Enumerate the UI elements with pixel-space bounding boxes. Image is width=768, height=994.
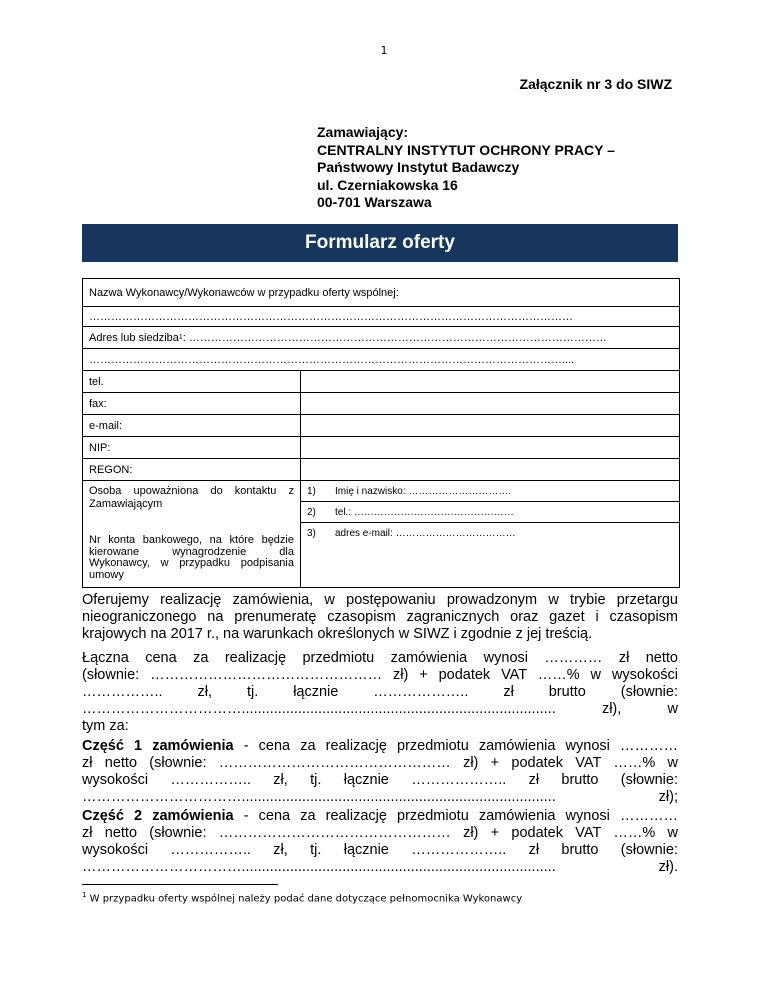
buyer-street: ul. Czerniakowska 16 [317,176,458,193]
contact-name-item[interactable] [301,481,679,502]
contact-tel-text: tel.: ………………………………………… [335,506,514,518]
part2-title: Część 2 zamówienia [82,808,234,824]
part1-line: …………………………….............................................................................. zł); [82,789,678,805]
offer-paragraph [82,592,678,643]
buyer-city: 00-701 Warszawa [317,194,432,210]
address-footnote-mark: 1 [178,334,183,341]
total-line: Łączna cena za realizację przedmiotu zamówienia wynosi ………… zł netto [82,650,678,666]
fax-label: fax: [89,397,107,410]
offer-line: nieograniczonego na prenumeratę czasopism zagranicznych oraz gazet i czasopism [82,609,678,625]
buyer-name: CENTRALNY INSTYTUT OCHRONY PRACY – [317,141,615,158]
offer-line: krajowych na 2017 r., na warunkach określonych w SIWZ i zgodnie z jej treścią. [82,626,593,642]
buyer-subname: Państwowy Instytut Badawczy [317,159,520,175]
part2-paragraph [82,808,678,876]
part1-line: zł netto (słownie: ………………………………………… zł) + podatek VAT ……% w [82,755,678,771]
part2-line: Część 2 zamówienia - cena za realizację przedmiotu zamówienia wynosi ………… [82,808,678,824]
contractor-name-field[interactable] [83,307,679,327]
part1-title: Część 1 zamówienia [82,738,234,754]
buyer-block [317,124,615,212]
address-label: Adres lub siedziba [89,331,179,344]
regon-field[interactable] [301,459,679,480]
nip-field[interactable] [301,437,679,458]
buyer-label: Zamawiający: [317,124,409,140]
total-line: tym za: [82,718,129,734]
tel-field[interactable] [301,371,679,392]
form-title-banner: Formularz oferty [82,224,678,262]
part2-line: …………………………….............................................................................. zł). [82,859,678,875]
email-field[interactable] [301,415,679,436]
fax-row [83,393,679,415]
contractor-name-dots: …………………………………………………………………………………………………………………… [89,310,573,323]
nip-row [83,437,679,459]
regon-label: REGON: [89,463,133,476]
total-line: (słownie: ………………………………………… zł) + podatek VAT ……% w wysokości [82,667,678,683]
address-dots: : …………………………………………………………………………………………………… [182,331,607,344]
contact-email-item[interactable] [301,523,679,544]
address-row[interactable] [83,327,679,349]
footnote [82,891,522,904]
address-dots-2: ………………………………………………………………………………………………………………….... [89,353,575,366]
contact-item-number: 1) [307,485,316,497]
contact-item-number: 3) [307,528,316,539]
email-row [83,415,679,437]
tel-label: tel. [89,375,104,388]
contact-item-number: 2) [307,506,316,518]
regon-row [83,459,679,481]
tel-row [83,371,679,393]
page-number: 1 [380,44,388,57]
part1-paragraph [82,738,678,806]
contractor-name-label: Nazwa Wykonawcy/Wykonawców w przypadku oferty wspólnej: [89,286,399,299]
total-line: …………………………….............................................................................. zł), w [82,701,678,717]
total-line: …………….. zł, tj. łącznie ……………….. zł brutto (słownie: [82,684,678,700]
contact-person-label: Osoba upoważniona do kontaktu z Zamawiającym [89,485,294,510]
footnote-text: W przypadku oferty wspólnej należy podać dane dotyczące pełnomocnika Wykonawcy [86,893,523,905]
contractor-name-row [83,279,679,307]
part1-line: Część 1 zamówienia - cena za realizację przedmiotu zamówienia wynosi ………… [82,738,678,754]
footnote-rule [82,884,278,885]
part2-line: zł netto (słownie: ………………………………………… zł) + podatek VAT ……% w [82,825,678,841]
contact-bank-block [83,481,679,587]
address-field-2[interactable] [83,349,679,371]
nip-label: NIP: [89,441,111,454]
email-label: e-mail: [89,419,123,432]
fax-field[interactable] [301,393,679,414]
offer-line: Oferujemy realizację zamówienia, w postępowaniu prowadzonym w trybie przetargu [82,592,678,608]
bank-account-label: Nr konta bankowego, na które będzie kierowane wynagrodzenie dla Wykonawcy, w przypadku podpisania umowy [89,534,294,581]
contact-tel-item[interactable] [301,502,679,523]
contact-name-text: Imię i nazwisko: …………………………. [335,485,512,497]
total-price-paragraph [82,650,678,735]
contact-email-text: adres e-mail: ……………………………… [335,528,516,539]
annex-title: Załącznik nr 3 do SIWZ [519,76,672,92]
part1-line: wysokości …………….. zł, tj. łącznie ……………….. zł brutto (słownie: [82,772,678,788]
part2-line: wysokości …………….. zł, tj. łącznie ……………….. zł brutto (słownie: [82,842,678,858]
footnote-mark: 1 [82,891,87,899]
offer-form-table [82,278,680,588]
